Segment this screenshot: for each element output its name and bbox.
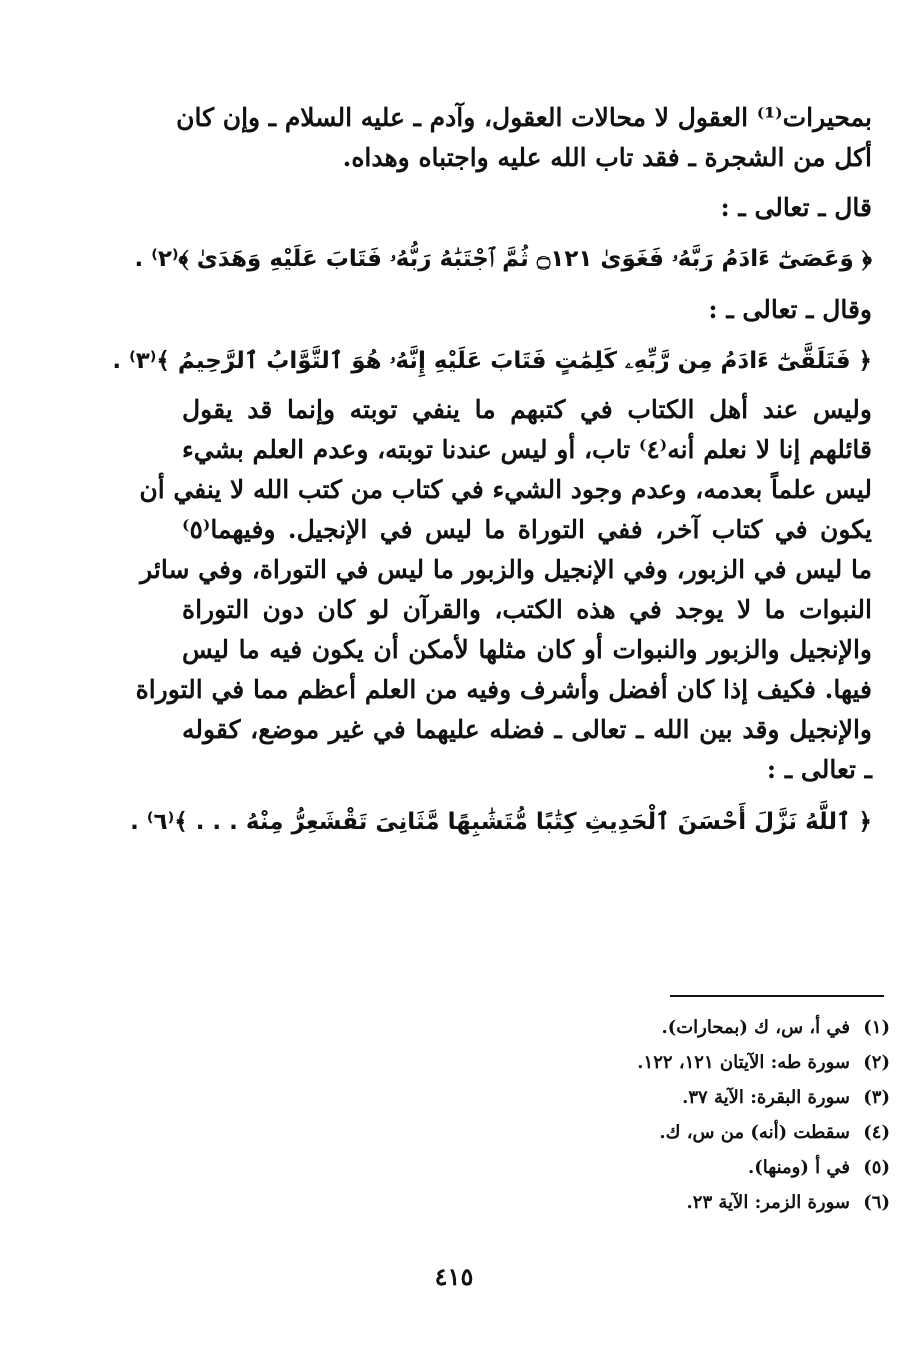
footnotes — [560, 1010, 890, 1220]
footnote-text: في أ، س، ك (بمحارات). — [661, 1017, 850, 1038]
text-line: فيها. فكيف إذا كان أفضل وأشرف وفيه من العلم أعظم مما في التوراة — [135, 675, 872, 704]
footnote-text: في أ (ومنها). — [748, 1157, 850, 1178]
text-line: قائلهم إنا لا نعلم أنه⁽٤⁾ تاب، أو ليس عندنا توبته، وعدم العلم بشيء — [182, 435, 872, 464]
footnote — [560, 1150, 890, 1185]
text-line: يكون في كتاب آخر، ففي التوراة ما ليس في الإنجيل. وفيهما⁽٥⁾ — [182, 515, 872, 544]
footnote — [560, 1010, 890, 1045]
footnote-number: (٤) — [863, 1122, 890, 1143]
footnote-number: (٥) — [863, 1157, 890, 1178]
page-number: ٤١٥ — [434, 1262, 474, 1291]
text-line: ـ تعالى ـ : — [766, 755, 872, 784]
footnote-number: (٣) — [863, 1087, 890, 1108]
text-line: بمحيرات⁽¹⁾ العقول لا محالات العقول، وآدم ـ عليه السلام ـ وإن كان — [176, 103, 872, 132]
footnote — [560, 1185, 890, 1220]
quran-verse: ﴿ فَتَلَقَّىٰٓ ءَادَمُ مِن رَّبِّهِۦ كَلِمَٰتٍ فَتَابَ عَلَيْهِ إِنَّهُۥ هُوَ ٱلتَّوَّابُ ٱلرَّحِيمُ ﴾⁽٣⁾ . — [112, 348, 872, 374]
text-line: أكل من الشجرة ـ فقد تاب الله عليه واجتباه وهداه. — [342, 143, 872, 172]
verse-intro: قال ـ تعالى ـ : — [720, 193, 872, 222]
text-line: وليس عند أهل الكتاب في كتبهم ما ينفي توبته وإنما قد يقول — [182, 395, 872, 424]
text-line: ما ليس في الزبور، وفي الإنجيل والزبور ما ليس في التوراة، وفي سائر — [140, 555, 872, 584]
quran-verse: ﴿ ٱللَّهُ نَزَّلَ أَحْسَنَ ٱلْحَدِيثِ كِتَٰبًا مُّتَشَٰبِهًا مَّثَانِىَ تَقْشَعِرُّ مِنْهُ . . . ﴾⁽٦⁾ . — [130, 809, 872, 835]
footnote-number: (٢) — [863, 1052, 890, 1073]
text-line: والإنجيل وقد بين الله ـ تعالى ـ فضله عليهما في غير موضع، كقوله — [182, 715, 872, 744]
text-line: النبوات ما لا يوجد في هذه الكتب، والقرآن لو كان دون التوراة — [182, 595, 872, 624]
footnote-text: سورة البقرة: الآية ٣٧. — [682, 1087, 850, 1108]
text-line: ليس علماً بعدمه، وعدم وجود الشيء في كتاب من كتب الله لا ينفي أن — [139, 475, 872, 504]
footnote — [560, 1115, 890, 1150]
footnote-text: سورة طه: الآيتان ١٢١، ١٢٢. — [637, 1052, 850, 1073]
footnote-number: (٦) — [863, 1192, 890, 1213]
footnote-text: سورة الزمر: الآية ٢٣. — [686, 1192, 850, 1213]
footnote-number: (١) — [863, 1017, 890, 1038]
main-text — [112, 98, 872, 854]
verse-intro: وقال ـ تعالى ـ : — [708, 295, 872, 324]
quran-verse: ﴿ وَعَصَىٰٓ ءَادَمُ رَبَّهُۥ فَغَوَىٰ ۝١٢١ ثُمَّ ٱجْتَبَٰهُ رَبُّهُۥ فَتَابَ عَلَيْهِ وَهَدَىٰ ﴾⁽٢⁾ . — [134, 246, 872, 272]
footnote-separator — [670, 995, 884, 997]
footnote — [560, 1080, 890, 1115]
footnote — [560, 1045, 890, 1080]
text-line: والإنجيل والزبور والنبوات أو كان مثلها لأمكن أن يكون فيه ما ليس — [182, 635, 872, 664]
footnote-text: سقطت (أنه) من س، ك. — [659, 1122, 850, 1143]
